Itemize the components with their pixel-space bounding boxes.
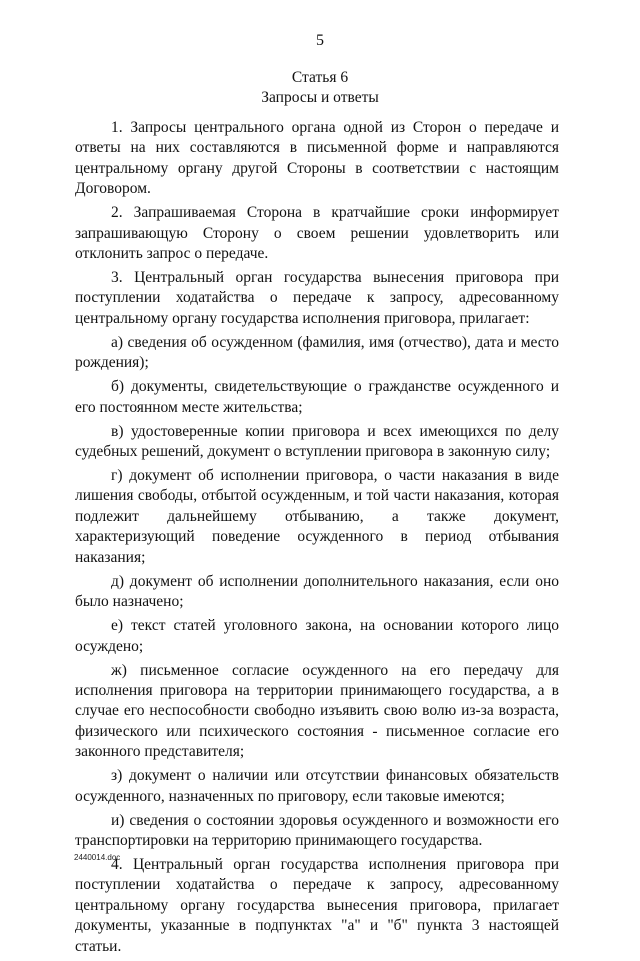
- subitem-v: в) удостоверенные копии приговора и всех имеющихся по делу судебных решений, документ о вступлении приговора в законную силу;: [75, 422, 559, 461]
- article-number: Статья 6: [291, 69, 349, 86]
- subitem-a: а) сведения об осужденном (фамилия, имя (отчество), дата и место рождения);: [75, 333, 559, 372]
- subitem-i: и) сведения о состоянии здоровья осужденного и возможности его транспортировки на территорию принимающего государства.: [75, 811, 559, 849]
- paragraph-4: 4. Центральный орган государства исполнения приговора при поступлении ходатайства о передаче к запросу, адресованному центральному органу государства вынесения приговора, прилагает документы, указанные в подпунктах "а" и "б" пункта 3 настоящей статьи.: [75, 855, 559, 955]
- article-heading: [0, 68, 640, 108]
- subitem-e: е) текст статей уголовного закона, на основании которого лицо осуждено;: [75, 617, 559, 655]
- page-number: 5: [316, 32, 324, 49]
- paragraph-2: 2. Запрашиваемая Сторона в кратчайшие сроки информирует запрашивающую Сторону о своем решении удовлетворить или отклонить запрос о передаче.: [75, 204, 559, 263]
- paragraph-1: 1. Запросы центрального органа одной из Сторон о передаче и ответы на них составляются в письменной форме и направляются центральному органу другой Стороны в соответствии с настоящим Договором.: [75, 119, 559, 198]
- subitem-z: з) документ о наличии или отсутствии финансовых обязательств осужденного, назначенных по приговору, если таковые имеются;: [75, 767, 559, 805]
- subitem-d: д) документ об исполнении дополнительного наказания, если оно было назначено;: [75, 572, 559, 611]
- article-title: Запросы и ответы: [261, 89, 379, 106]
- paragraph-3: 3. Центральный орган государства вынесения приговора при поступлении ходатайства о передаче к запросу, адресованному центральному органу государства исполнения приговора, прилагает:: [75, 269, 559, 327]
- subitem-zh: ж) письменное согласие осужденного на его передачу для исполнения приговора на территории принимающего государства, а в случае его неспособности свободно изъявить свою волю из-за возраста, физического или психического состояния - письменное согласие его законного представителя;: [75, 661, 559, 761]
- document-file-code: 2440014.doc: [74, 853, 121, 862]
- subitem-g: г) документ об исполнении приговора, о части наказания в виде лишения свободы, отбытой осужденным, и той части наказания, которая подлежит дальнейшему отбыванию, а также документ, характеризующий поведение осужденного в период отбывания наказания;: [75, 467, 559, 566]
- subitem-b: б) документы, свидетельствующие о гражданстве осужденного и его постоянном месте жительства;: [75, 378, 559, 416]
- document-body: [75, 118, 559, 961]
